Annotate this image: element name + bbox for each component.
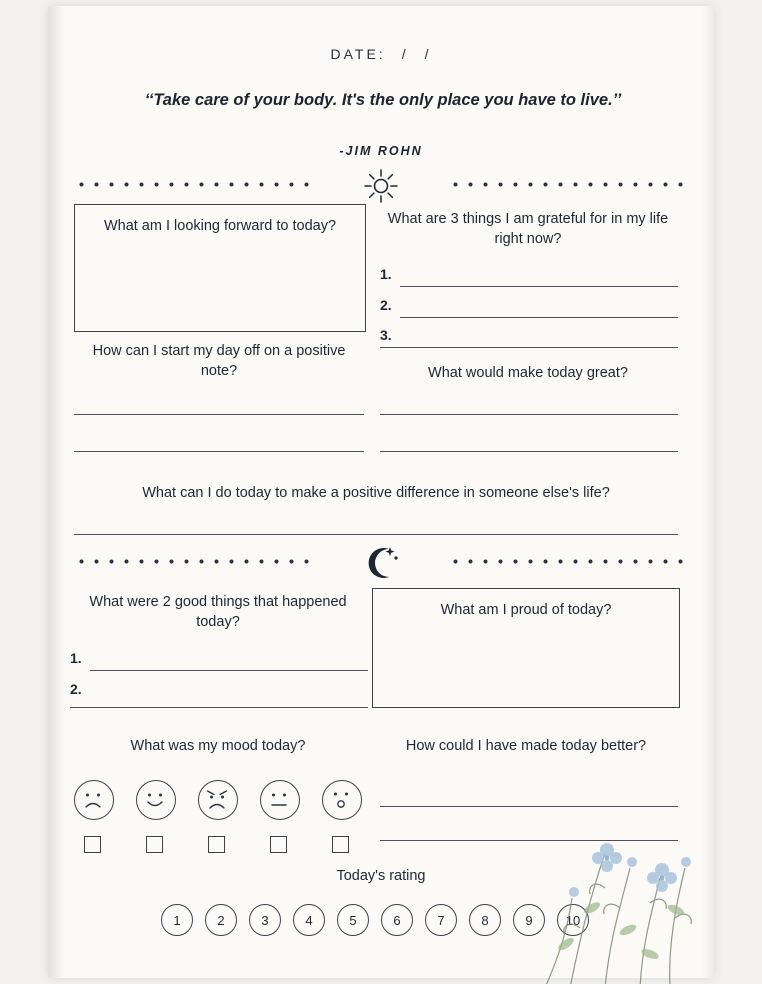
grateful-line-3[interactable]: [380, 347, 678, 348]
better-day-label: How could I have made today better?: [405, 738, 647, 754]
better-day-line-2[interactable]: [380, 840, 678, 841]
mood-checkbox-2[interactable]: [146, 836, 163, 853]
mood-checkbox-3[interactable]: [208, 836, 225, 853]
grateful-label: What are 3 things I am grateful for in my life right now?: [387, 211, 669, 247]
rating-6[interactable]: 6: [381, 904, 413, 936]
grateful-line-2[interactable]: [400, 317, 678, 318]
positive-start-line-1[interactable]: [74, 414, 364, 415]
neutral-face-icon: [260, 780, 300, 820]
date-label: DATE:: [330, 46, 386, 62]
better-day-line-1[interactable]: [380, 806, 678, 807]
moon-icon: [354, 543, 408, 583]
rating-9[interactable]: 9: [513, 904, 545, 936]
grateful-number-2: 2.: [380, 297, 392, 313]
date-separator-1: /: [401, 46, 409, 62]
morning-divider: [74, 166, 688, 206]
quote-author: -JIM ROHN: [339, 144, 423, 158]
two-good-things-label: What were 2 good things that happened today?: [89, 594, 347, 630]
mood-checkbox-1[interactable]: [84, 836, 101, 853]
looking-forward-label: What am I looking forward to today?: [103, 218, 337, 234]
journal-content: [48, 6, 714, 978]
grateful-number-3: 3.: [380, 327, 392, 343]
rating-4[interactable]: 4: [293, 904, 325, 936]
sun-icon: [354, 166, 408, 206]
mood-checkbox-4[interactable]: [270, 836, 287, 853]
divider-dots-right-evening: [448, 559, 688, 564]
quote-text: ‘‘Take care of your body. It's the only place you have to live.’’: [144, 91, 622, 109]
rating-5[interactable]: 5: [337, 904, 369, 936]
date-separator-2: /: [424, 46, 432, 62]
good-thing-number-2: 2.: [70, 681, 82, 697]
angry-face-icon: [198, 780, 238, 820]
great-day-line-2[interactable]: [380, 451, 678, 452]
divider-dots-left-evening: [74, 559, 314, 564]
good-thing-line-1[interactable]: [90, 670, 368, 671]
great-day-line-1[interactable]: [380, 414, 678, 415]
rating-8[interactable]: 8: [469, 904, 501, 936]
proud-of-box[interactable]: [372, 588, 680, 708]
paper-sheet: [48, 6, 714, 978]
proud-of-label: What am I proud of today?: [440, 602, 612, 618]
surprised-face-icon: [322, 780, 362, 820]
divider-dots-right: [448, 182, 688, 187]
rating-10[interactable]: 10: [557, 904, 589, 936]
difference-label: What can I do today to make a positive difference in someone else's life?: [142, 485, 610, 501]
positive-start-line-2[interactable]: [74, 451, 364, 452]
happy-face-icon: [136, 780, 176, 820]
grateful-number-1: 1.: [380, 266, 392, 282]
looking-forward-box[interactable]: [74, 204, 366, 332]
sad-face-icon: [74, 780, 114, 820]
rating-3[interactable]: 3: [249, 904, 281, 936]
good-thing-line-2[interactable]: [70, 707, 368, 708]
great-day-label: What would make today great?: [428, 365, 628, 381]
rating-label: Today's rating: [336, 868, 426, 884]
date-row: [48, 46, 714, 62]
rating-1[interactable]: 1: [161, 904, 193, 936]
positive-start-label: How can I start my day off on a positive note?: [92, 343, 346, 379]
difference-line-1[interactable]: [74, 534, 678, 535]
divider-dots-left: [74, 182, 314, 187]
grateful-line-1[interactable]: [400, 286, 678, 287]
evening-divider: [74, 543, 688, 583]
good-thing-number-1: 1.: [70, 650, 82, 666]
mood-label: What was my mood today?: [130, 738, 306, 754]
rating-7[interactable]: 7: [425, 904, 457, 936]
mood-checkbox-5[interactable]: [332, 836, 349, 853]
rating-2[interactable]: 2: [205, 904, 237, 936]
